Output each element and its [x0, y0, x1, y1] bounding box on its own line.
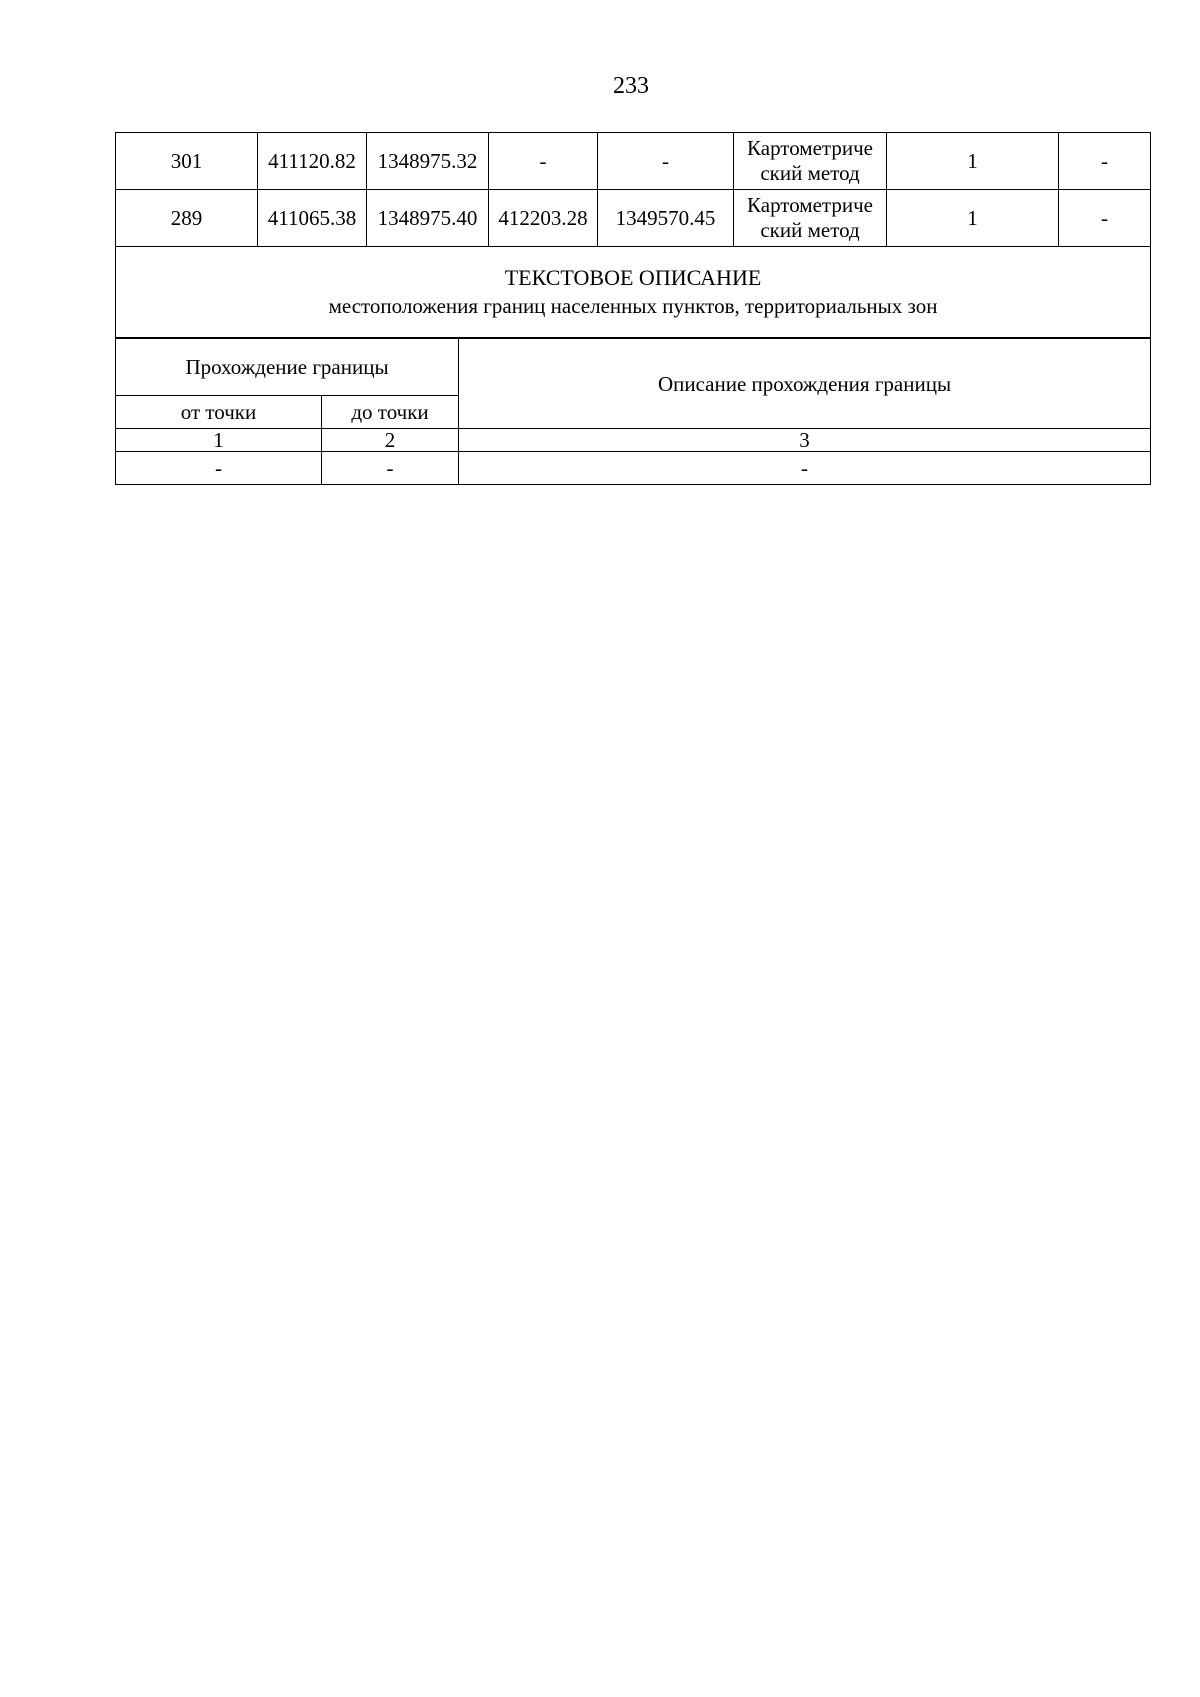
point-number: 301: [116, 133, 258, 190]
section-title-cell: [116, 247, 1151, 338]
header-description: Описание прохождения границы: [459, 339, 1151, 429]
method-line-1: Картометриче: [747, 193, 873, 217]
table-row: [116, 133, 1151, 190]
coord-y: 1348975.40: [367, 190, 489, 247]
accuracy: 1: [887, 133, 1059, 190]
method-cell: [734, 190, 887, 247]
to-point: -: [322, 452, 459, 485]
header-to-point: до точки: [322, 396, 459, 429]
section-subtitle: местоположения границ населенных пунктов, территориальных зон: [328, 294, 938, 318]
table-row: [116, 190, 1151, 247]
header-from-point: от точки: [116, 396, 322, 429]
boundary-description: -: [459, 452, 1151, 485]
coord-y-old: -: [598, 133, 734, 190]
coord-x: 411065.38: [258, 190, 367, 247]
section-title-row: [116, 247, 1151, 338]
from-point: -: [116, 452, 322, 485]
table-header-row: [116, 339, 1151, 396]
accuracy: 1: [887, 190, 1059, 247]
column-number: 3: [459, 429, 1151, 452]
method-line-2: ский метод: [760, 161, 860, 185]
boundary-description-table: [115, 338, 1151, 485]
point-description: -: [1059, 133, 1151, 190]
column-number: 1: [116, 429, 322, 452]
method-line-1: Картометриче: [747, 136, 873, 160]
coord-y-old: 1349570.45: [598, 190, 734, 247]
coord-x-old: -: [489, 133, 598, 190]
header-passage: Прохождение границы: [116, 339, 459, 396]
method-cell: [734, 133, 887, 190]
column-numbers-row: [116, 429, 1151, 452]
coord-x: 411120.82: [258, 133, 367, 190]
page-number: 233: [613, 73, 649, 99]
table-row: [116, 452, 1151, 485]
section-title: ТЕКСТОВОЕ ОПИСАНИЕ: [504, 265, 762, 290]
coord-x-old: 412203.28: [489, 190, 598, 247]
coord-y: 1348975.32: [367, 133, 489, 190]
coordinates-table: [115, 132, 1151, 338]
column-number: 2: [322, 429, 459, 452]
method-line-2: ский метод: [760, 218, 860, 242]
point-description: -: [1059, 190, 1151, 247]
point-number: 289: [116, 190, 258, 247]
